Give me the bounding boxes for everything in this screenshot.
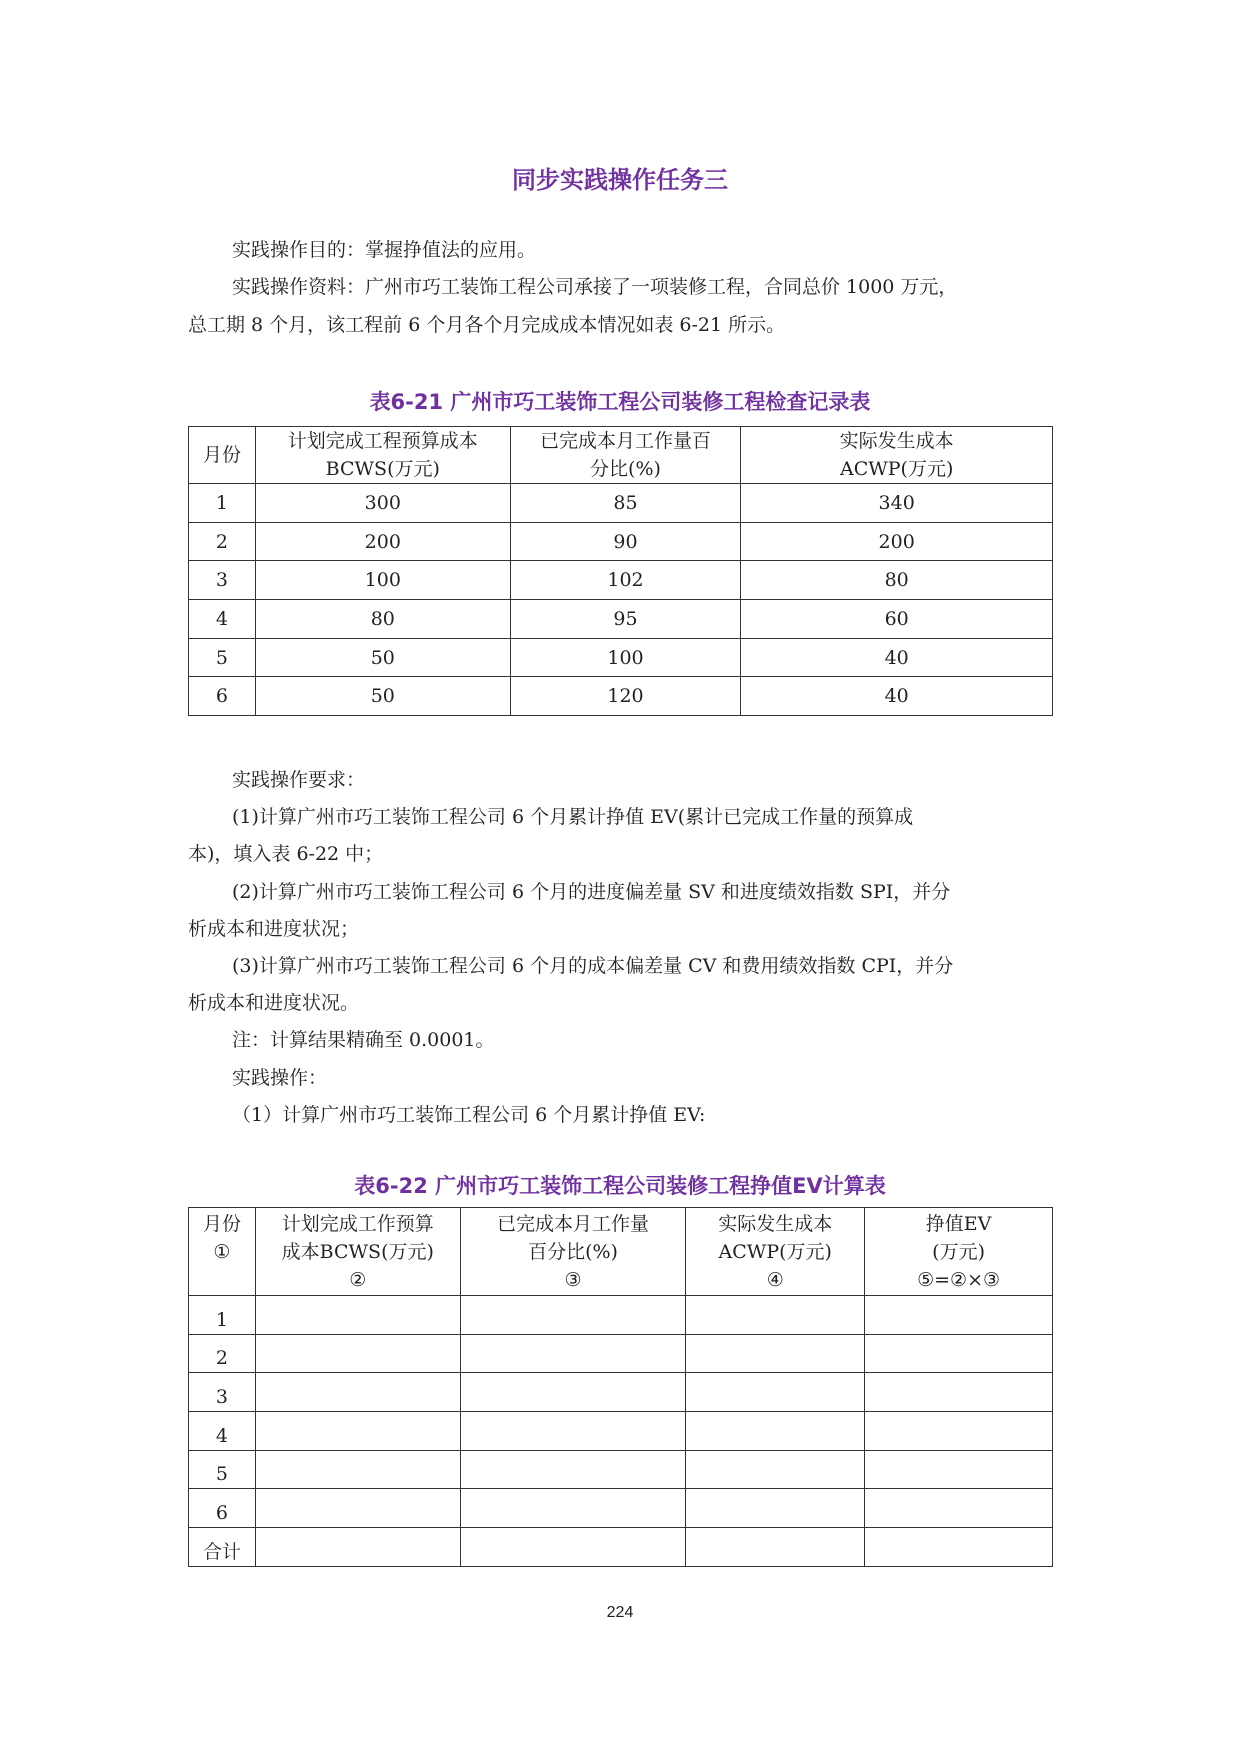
requirement-line: 实践操作要求： — [232, 769, 366, 791]
table-cell: 50 — [255, 638, 510, 677]
table-row — [189, 522, 1053, 561]
table-cell: 200 — [741, 522, 1053, 561]
requirement-line: (3)计算广州市巧工装饰工程公司 6 个月的成本偏差量 CV 和费用绩效指数 CPI，并分 — [232, 955, 954, 977]
table-cell: 200 — [255, 522, 510, 561]
month-cell: 1 — [189, 1296, 256, 1335]
blank-entry-cell[interactable] — [686, 1489, 865, 1528]
requirement-line: 析成本和进度状况； — [188, 917, 360, 940]
table-row — [189, 1528, 1053, 1567]
table-cell: 5 — [189, 638, 256, 677]
table-cell: 102 — [510, 561, 741, 600]
table-cell: 50 — [255, 677, 510, 716]
requirement-line: 析成本和进度状况。 — [188, 992, 360, 1015]
ev-calculation-table — [188, 1207, 1053, 1567]
material-text-1: 实践操作资料：广州市巧工装饰工程公司承接了一项装修工程，合同总价 1000 万元， — [232, 276, 958, 298]
table-cell: 100 — [510, 638, 741, 677]
table-row — [189, 484, 1053, 523]
header-cell: 月份 ① — [189, 1208, 256, 1296]
table-cell: 300 — [255, 484, 510, 523]
blank-entry-cell[interactable] — [460, 1373, 686, 1412]
table-cell: 6 — [189, 677, 256, 716]
blank-entry-cell[interactable] — [460, 1412, 686, 1451]
table-row — [189, 600, 1053, 639]
month-cell: 4 — [189, 1412, 256, 1451]
table-row — [189, 1450, 1053, 1489]
blank-entry-cell[interactable] — [460, 1489, 686, 1528]
table-cell: 3 — [189, 561, 256, 600]
table-row — [189, 1373, 1053, 1412]
requirement-line: (2)计算广州市巧工装饰工程公司 6 个月的进度偏差量 SV 和进度绩效指数 SPI，并分 — [232, 880, 951, 903]
header-cell: 实际发生成本 ACWP(万元) ④ — [686, 1208, 865, 1296]
table-row — [189, 1412, 1053, 1451]
blank-entry-cell[interactable] — [686, 1412, 865, 1451]
table-row — [189, 1334, 1053, 1373]
table-cell: 340 — [741, 484, 1053, 523]
table-cell: 85 — [510, 484, 741, 523]
table-row — [189, 1296, 1053, 1335]
blank-entry-cell[interactable] — [460, 1296, 686, 1335]
table-header-row — [189, 427, 1053, 484]
requirement-line: 注：计算结果精确至 0.0001。 — [232, 1029, 495, 1052]
table-cell: 40 — [741, 638, 1053, 677]
header-month: 月份 — [189, 427, 256, 484]
blank-entry-cell[interactable] — [865, 1489, 1053, 1528]
blank-entry-cell[interactable] — [865, 1450, 1053, 1489]
purpose-text: 实践操作目的：掌握挣值法的应用。 — [232, 239, 537, 261]
table-cell: 1 — [189, 484, 256, 523]
blank-entry-cell[interactable] — [865, 1412, 1053, 1451]
month-cell: 合计 — [189, 1528, 256, 1567]
table-cell: 95 — [510, 600, 741, 639]
blank-entry-cell[interactable] — [255, 1296, 460, 1335]
blank-entry-cell[interactable] — [255, 1412, 460, 1451]
blank-entry-cell[interactable] — [460, 1450, 686, 1489]
month-cell: 6 — [189, 1489, 256, 1528]
table-cell: 80 — [255, 600, 510, 639]
blank-entry-cell[interactable] — [255, 1450, 460, 1489]
requirement-line: （1）计算广州市巧工装饰工程公司 6 个月累计挣值 EV: — [232, 1103, 706, 1126]
month-cell: 3 — [189, 1373, 256, 1412]
requirement-line: (1)计算广州市巧工装饰工程公司 6 个月累计挣值 EV(累计已完成工作量的预算成 — [232, 806, 914, 829]
table-row — [189, 677, 1053, 716]
header-percent: 已完成本月工作量百 分比(%) — [510, 427, 741, 484]
blank-entry-cell[interactable] — [686, 1296, 865, 1335]
table-row — [189, 561, 1053, 600]
table1-caption: 表6-21 广州市巧工装饰工程公司装修工程检查记录表 — [369, 390, 871, 414]
blank-entry-cell[interactable] — [865, 1334, 1053, 1373]
blank-entry-cell[interactable] — [460, 1528, 686, 1567]
blank-entry-cell[interactable] — [686, 1528, 865, 1567]
table-cell: 120 — [510, 677, 741, 716]
table-cell: 90 — [510, 522, 741, 561]
inspection-record-table — [188, 426, 1053, 716]
table-header-row — [189, 1208, 1053, 1296]
blank-entry-cell[interactable] — [686, 1373, 865, 1412]
table-cell: 40 — [741, 677, 1053, 716]
header-cell: 计划完成工作预算 成本BCWS(万元) ② — [255, 1208, 460, 1296]
table-cell: 4 — [189, 600, 256, 639]
header-acwp: 实际发生成本 ACWP(万元) — [741, 427, 1053, 484]
header-cell: 已完成本月工作量 百分比(%) ③ — [460, 1208, 686, 1296]
blank-entry-cell[interactable] — [686, 1450, 865, 1489]
blank-entry-cell[interactable] — [460, 1334, 686, 1373]
blank-entry-cell[interactable] — [686, 1334, 865, 1373]
blank-entry-cell[interactable] — [255, 1373, 460, 1412]
table-row — [189, 1489, 1053, 1528]
table-row — [189, 638, 1053, 677]
requirement-line: 实践操作： — [232, 1066, 328, 1089]
header-bcws: 计划完成工程预算成本 BCWS(万元) — [255, 427, 510, 484]
page-title: 同步实践操作任务三 — [512, 166, 728, 194]
header-cell: 挣值EV (万元) ⑤=②×③ — [865, 1208, 1053, 1296]
table2-caption: 表6-22 广州市巧工装饰工程公司装修工程挣值EV计算表 — [354, 1174, 886, 1198]
page-number: 224 — [606, 1604, 634, 1621]
blank-entry-cell[interactable] — [865, 1296, 1053, 1335]
month-cell: 2 — [189, 1334, 256, 1373]
blank-entry-cell[interactable] — [255, 1528, 460, 1567]
blank-entry-cell[interactable] — [255, 1334, 460, 1373]
blank-entry-cell[interactable] — [865, 1528, 1053, 1567]
table-cell: 80 — [741, 561, 1053, 600]
blank-entry-cell[interactable] — [255, 1489, 460, 1528]
material-text-2: 总工期 8 个月，该工程前 6 个月各个月完成成本情况如表 6-21 所示。 — [188, 314, 786, 336]
month-cell: 5 — [189, 1450, 256, 1489]
table-cell: 100 — [255, 561, 510, 600]
requirement-line: 本)，填入表 6-22 中； — [188, 843, 384, 866]
blank-entry-cell[interactable] — [865, 1373, 1053, 1412]
table-cell: 60 — [741, 600, 1053, 639]
table-cell: 2 — [189, 522, 256, 561]
